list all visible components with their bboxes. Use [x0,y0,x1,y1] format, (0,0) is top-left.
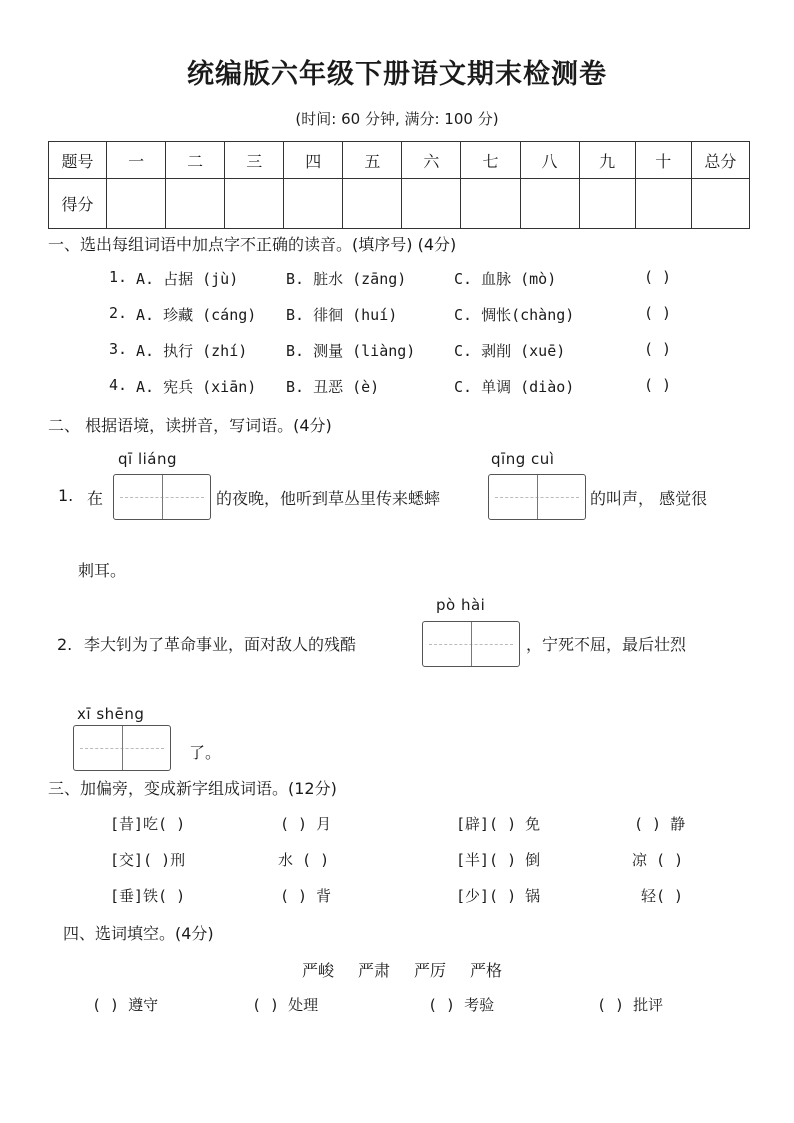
section3-heading: 三、加偏旁，变成新字组成词语。(12分) [48,779,337,798]
word-choice: 严肃 [358,961,391,980]
radical-item[interactable]: [少]( ) 锅 [456,887,541,905]
score-header-cell: 三 [225,142,284,179]
radical-item[interactable]: 轻( ) [641,887,684,905]
writing-grid-box[interactable] [113,474,211,520]
score-table-score-row [49,179,750,229]
fill-blank[interactable]: ( ) 遵守 [92,996,159,1014]
score-cell[interactable] [402,179,461,229]
score-cell[interactable] [579,179,635,229]
writing-grid-box[interactable] [422,621,520,667]
word-choice: 严峻 [302,961,335,980]
score-cell[interactable] [166,179,225,229]
score-row-label: 得分 [49,179,107,229]
score-cell[interactable] [635,179,691,229]
option-a: A. 珍藏 (cáng) [136,306,257,324]
score-cell[interactable] [461,179,520,229]
score-header-cell: 总分 [691,142,749,179]
score-cell[interactable] [284,179,343,229]
score-cell[interactable] [691,179,749,229]
score-table-header-row [49,142,750,179]
radical-item[interactable]: [半]( ) 倒 [456,851,541,869]
section1-heading: 一、选出每组词语中加点字不正确的读音。(填序号) (4分) [48,235,457,254]
grid-divider [122,726,123,770]
option-b: B. 测量 (liàng) [286,342,416,360]
score-header-cell: 题号 [49,142,107,179]
item-number: 1. [109,268,128,286]
word-choice: 严格 [470,961,503,980]
pinyin-hint: qīng cuì [491,450,555,468]
score-header-cell: 七 [461,142,520,179]
answer-blank[interactable]: ( ) [644,268,672,286]
score-header-cell: 六 [402,142,461,179]
exam-info: (时间: 60 分钟, 满分: 100 分) [295,110,499,128]
sentence-text: 在 [87,489,104,508]
sentence-text: 的夜晚，他听到草丛里传来蟋蟀 [216,489,441,508]
score-cell[interactable] [343,179,402,229]
fill-blank[interactable]: ( ) 处理 [252,996,319,1014]
sentence-text: ，宁死不屈，最后壮烈 [526,635,687,654]
option-b: B. 丑恶 (è) [286,378,380,396]
option-b: B. 脏水 (zāng) [286,270,407,288]
sentence-text: 的叫声， 感觉很 [590,489,708,508]
score-table [48,141,750,229]
fill-blank[interactable]: ( ) 考验 [428,996,495,1014]
score-header-cell: 八 [520,142,579,179]
radical-item[interactable]: [辟]( ) 免 [456,815,541,833]
pinyin-hint: xī shēng [77,705,145,723]
score-header-cell: 二 [166,142,225,179]
option-b: B. 徘徊 (huí) [286,306,398,324]
item-number: 4. [109,376,128,394]
option-c: C. 惆怅(chàng) [454,306,575,324]
radical-item[interactable]: 水 ( ) [278,851,330,869]
answer-blank[interactable]: ( ) [644,304,672,322]
radical-item[interactable]: ( ) 背 [280,887,332,905]
item-number: 2. [109,304,128,322]
pinyin-hint: pò hài [436,596,486,614]
sentence-text: 刺耳。 [78,561,127,580]
option-a: A. 执行 (zhí) [136,342,248,360]
sentence-text: 了。 [189,743,222,762]
option-c: C. 单调 (diào) [454,378,575,396]
answer-blank[interactable]: ( ) [644,340,672,358]
pinyin-hint: qī liáng [118,450,178,468]
answer-blank[interactable]: ( ) [644,376,672,394]
score-cell[interactable] [107,179,166,229]
grid-divider [537,475,538,519]
radical-item[interactable]: ( ) 静 [634,815,686,833]
option-a: A. 宪兵 (xiān) [136,378,257,396]
fill-blank[interactable]: ( ) 批评 [597,996,664,1014]
word-choice: 严厉 [414,961,447,980]
grid-divider [162,475,163,519]
score-cell[interactable] [225,179,284,229]
sentence-text: 李大钊为了革命事业，面对敌人的残酷 [84,635,357,654]
section4-heading: 四、选词填空。(4分) [63,924,214,943]
radical-item[interactable]: [昔]吃( ) [110,815,186,833]
radical-item[interactable]: [垂]铁( ) [110,887,186,905]
score-header-cell: 九 [579,142,635,179]
score-cell[interactable] [520,179,579,229]
question-number: 1. [58,486,74,505]
writing-grid-box[interactable] [73,725,171,771]
score-header-cell: 五 [343,142,402,179]
grid-divider [471,622,472,666]
option-a: A. 占据 (jù) [136,270,239,288]
score-header-cell: 一 [107,142,166,179]
item-number: 3. [109,340,128,358]
writing-grid-box[interactable] [488,474,586,520]
question-number: 2. [57,635,73,654]
score-header-cell: 十 [635,142,691,179]
radical-item[interactable]: 凉 ( ) [632,851,684,869]
page-title: 统编版六年级下册语文期末检测卷 [187,59,607,90]
radical-item[interactable]: ( ) 月 [280,815,332,833]
radical-item[interactable]: [交]( )刑 [110,851,186,869]
score-header-cell: 四 [284,142,343,179]
section2-heading: 二、 根据语境，读拼音，写词语。(4分) [48,416,332,435]
option-c: C. 剥削 (xuē) [454,342,566,360]
option-c: C. 血脉 (mò) [454,270,557,288]
